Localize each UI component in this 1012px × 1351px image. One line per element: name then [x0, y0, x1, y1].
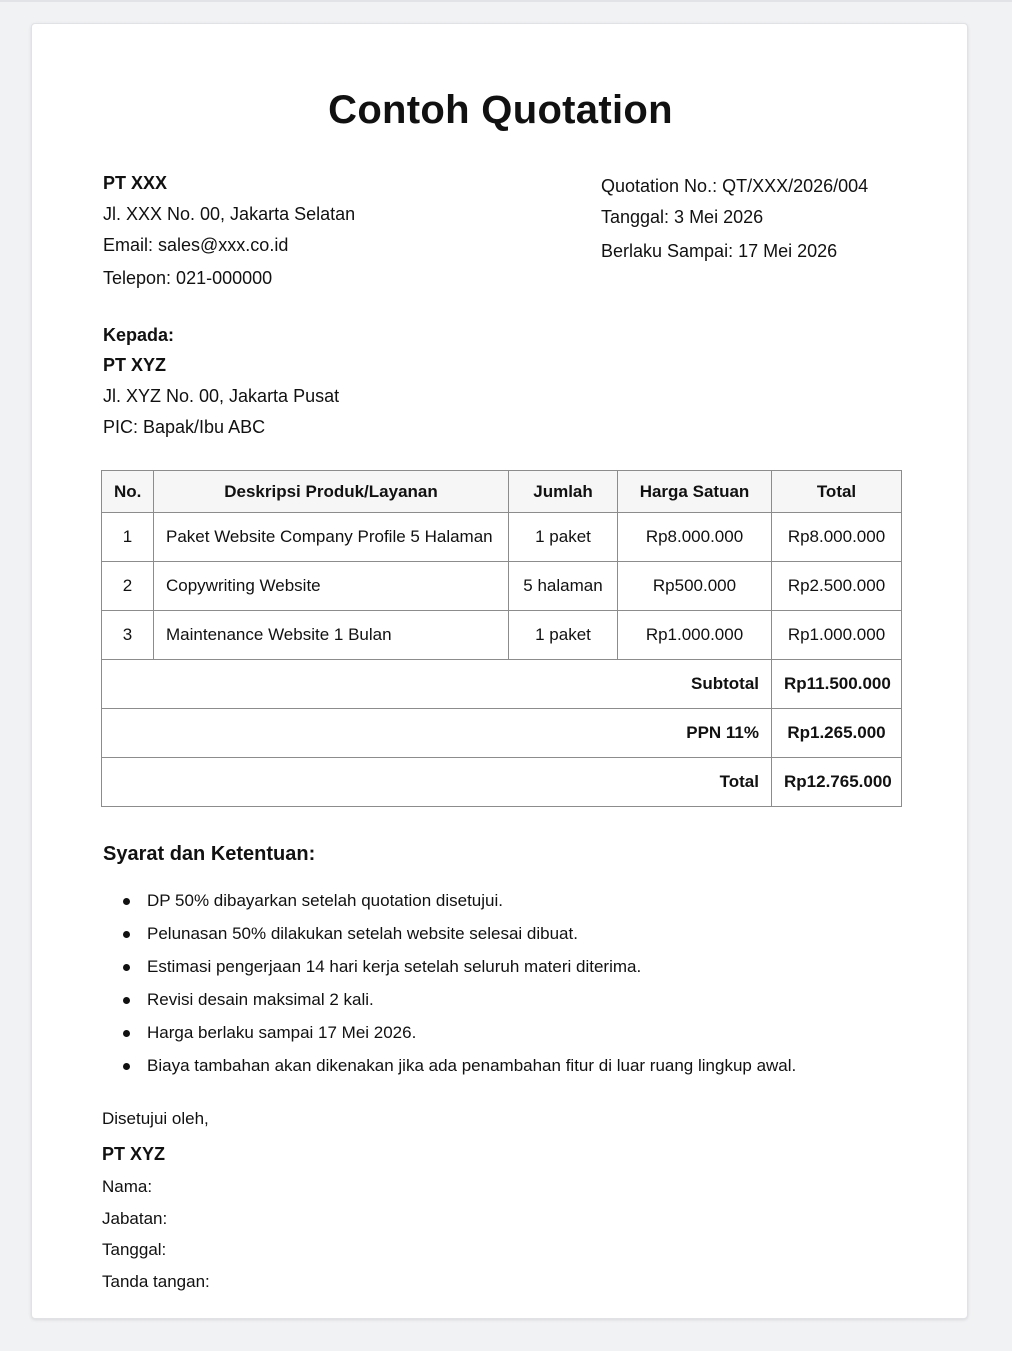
grand-total-row — [102, 758, 902, 807]
terms-title: Syarat dan Ketentuan: — [103, 843, 316, 865]
table-row — [102, 562, 902, 611]
subtotal-row — [102, 660, 902, 709]
cell-no: 1 — [102, 513, 154, 562]
header-total: Total — [772, 471, 902, 513]
recipient-label: Kepada: — [103, 325, 175, 345]
quotation-document — [31, 23, 968, 1319]
approval-name-field: Nama: — [102, 1177, 153, 1196]
subtotal-value: Rp11.500.000 — [772, 660, 902, 709]
seller-name: PT XXX — [103, 173, 168, 193]
cell-total: Rp8.000.000 — [772, 513, 902, 562]
document-title: Contoh Quotation — [328, 88, 673, 132]
seller-address: Jl. XXX No. 00, Jakarta Selatan — [103, 204, 356, 224]
recipient-address: Jl. XYZ No. 00, Jakarta Pusat — [103, 386, 340, 406]
list-item: DP 50% dibayarkan setelah quotation disetujui. — [120, 890, 796, 923]
window-top-border — [0, 0, 1012, 2]
cell-quantity: 1 paket — [509, 513, 618, 562]
recipient-pic: PIC: Bapak/Ibu ABC — [103, 417, 266, 437]
table-header-row — [102, 471, 902, 513]
quotation-number: Quotation No.: QT/XXX/2026/004 — [601, 176, 869, 196]
seller-phone: Telepon: 021-000000 — [103, 268, 273, 288]
header-unit-price: Harga Satuan — [618, 471, 772, 513]
quotation-date: Tanggal: 3 Mei 2026 — [601, 207, 764, 227]
approval-position-field: Jabatan: — [102, 1209, 168, 1228]
items-table — [101, 470, 902, 807]
cell-unit-price: Rp1.000.000 — [618, 611, 772, 660]
subtotal-label: Subtotal — [102, 660, 772, 709]
approval-date-field: Tanggal: — [102, 1240, 167, 1259]
approval-company: PT XYZ — [102, 1144, 166, 1164]
cell-unit-price: Rp500.000 — [618, 562, 772, 611]
list-item: Pelunasan 50% dilakukan setelah website selesai dibuat. — [120, 923, 796, 956]
cell-quantity: 1 paket — [509, 611, 618, 660]
grand-total-value: Rp12.765.000 — [772, 758, 902, 807]
cell-description: Copywriting Website — [154, 562, 509, 611]
tax-row — [102, 709, 902, 758]
cell-description: Paket Website Company Profile 5 Halaman — [154, 513, 509, 562]
header-description: Deskripsi Produk/Layanan — [154, 471, 509, 513]
cell-total: Rp2.500.000 — [772, 562, 902, 611]
approval-signature-field: Tanda tangan: — [102, 1272, 210, 1291]
cell-unit-price: Rp8.000.000 — [618, 513, 772, 562]
recipient-name: PT XYZ — [103, 355, 167, 375]
list-item: Revisi desain maksimal 2 kali. — [120, 989, 796, 1022]
cell-total: Rp1.000.000 — [772, 611, 902, 660]
list-item: Harga berlaku sampai 17 Mei 2026. — [120, 1022, 796, 1055]
list-item: Biaya tambahan akan dikenakan jika ada penambahan fitur di luar ruang lingkup awal. — [120, 1055, 796, 1088]
terms-list — [120, 890, 796, 1088]
seller-email: Email: sales@xxx.co.id — [103, 235, 289, 255]
table-row — [102, 611, 902, 660]
cell-no: 2 — [102, 562, 154, 611]
tax-label: PPN 11% — [102, 709, 772, 758]
approval-label: Disetujui oleh, — [102, 1109, 209, 1128]
tax-value: Rp1.265.000 — [772, 709, 902, 758]
cell-quantity: 5 halaman — [509, 562, 618, 611]
list-item: Estimasi pengerjaan 14 hari kerja setelah seluruh materi diterima. — [120, 956, 796, 989]
header-no: No. — [102, 471, 154, 513]
cell-no: 3 — [102, 611, 154, 660]
quotation-valid-until: Berlaku Sampai: 17 Mei 2026 — [601, 241, 838, 261]
grand-total-label: Total — [102, 758, 772, 807]
header-quantity: Jumlah — [509, 471, 618, 513]
cell-description: Maintenance Website 1 Bulan — [154, 611, 509, 660]
table-row — [102, 513, 902, 562]
